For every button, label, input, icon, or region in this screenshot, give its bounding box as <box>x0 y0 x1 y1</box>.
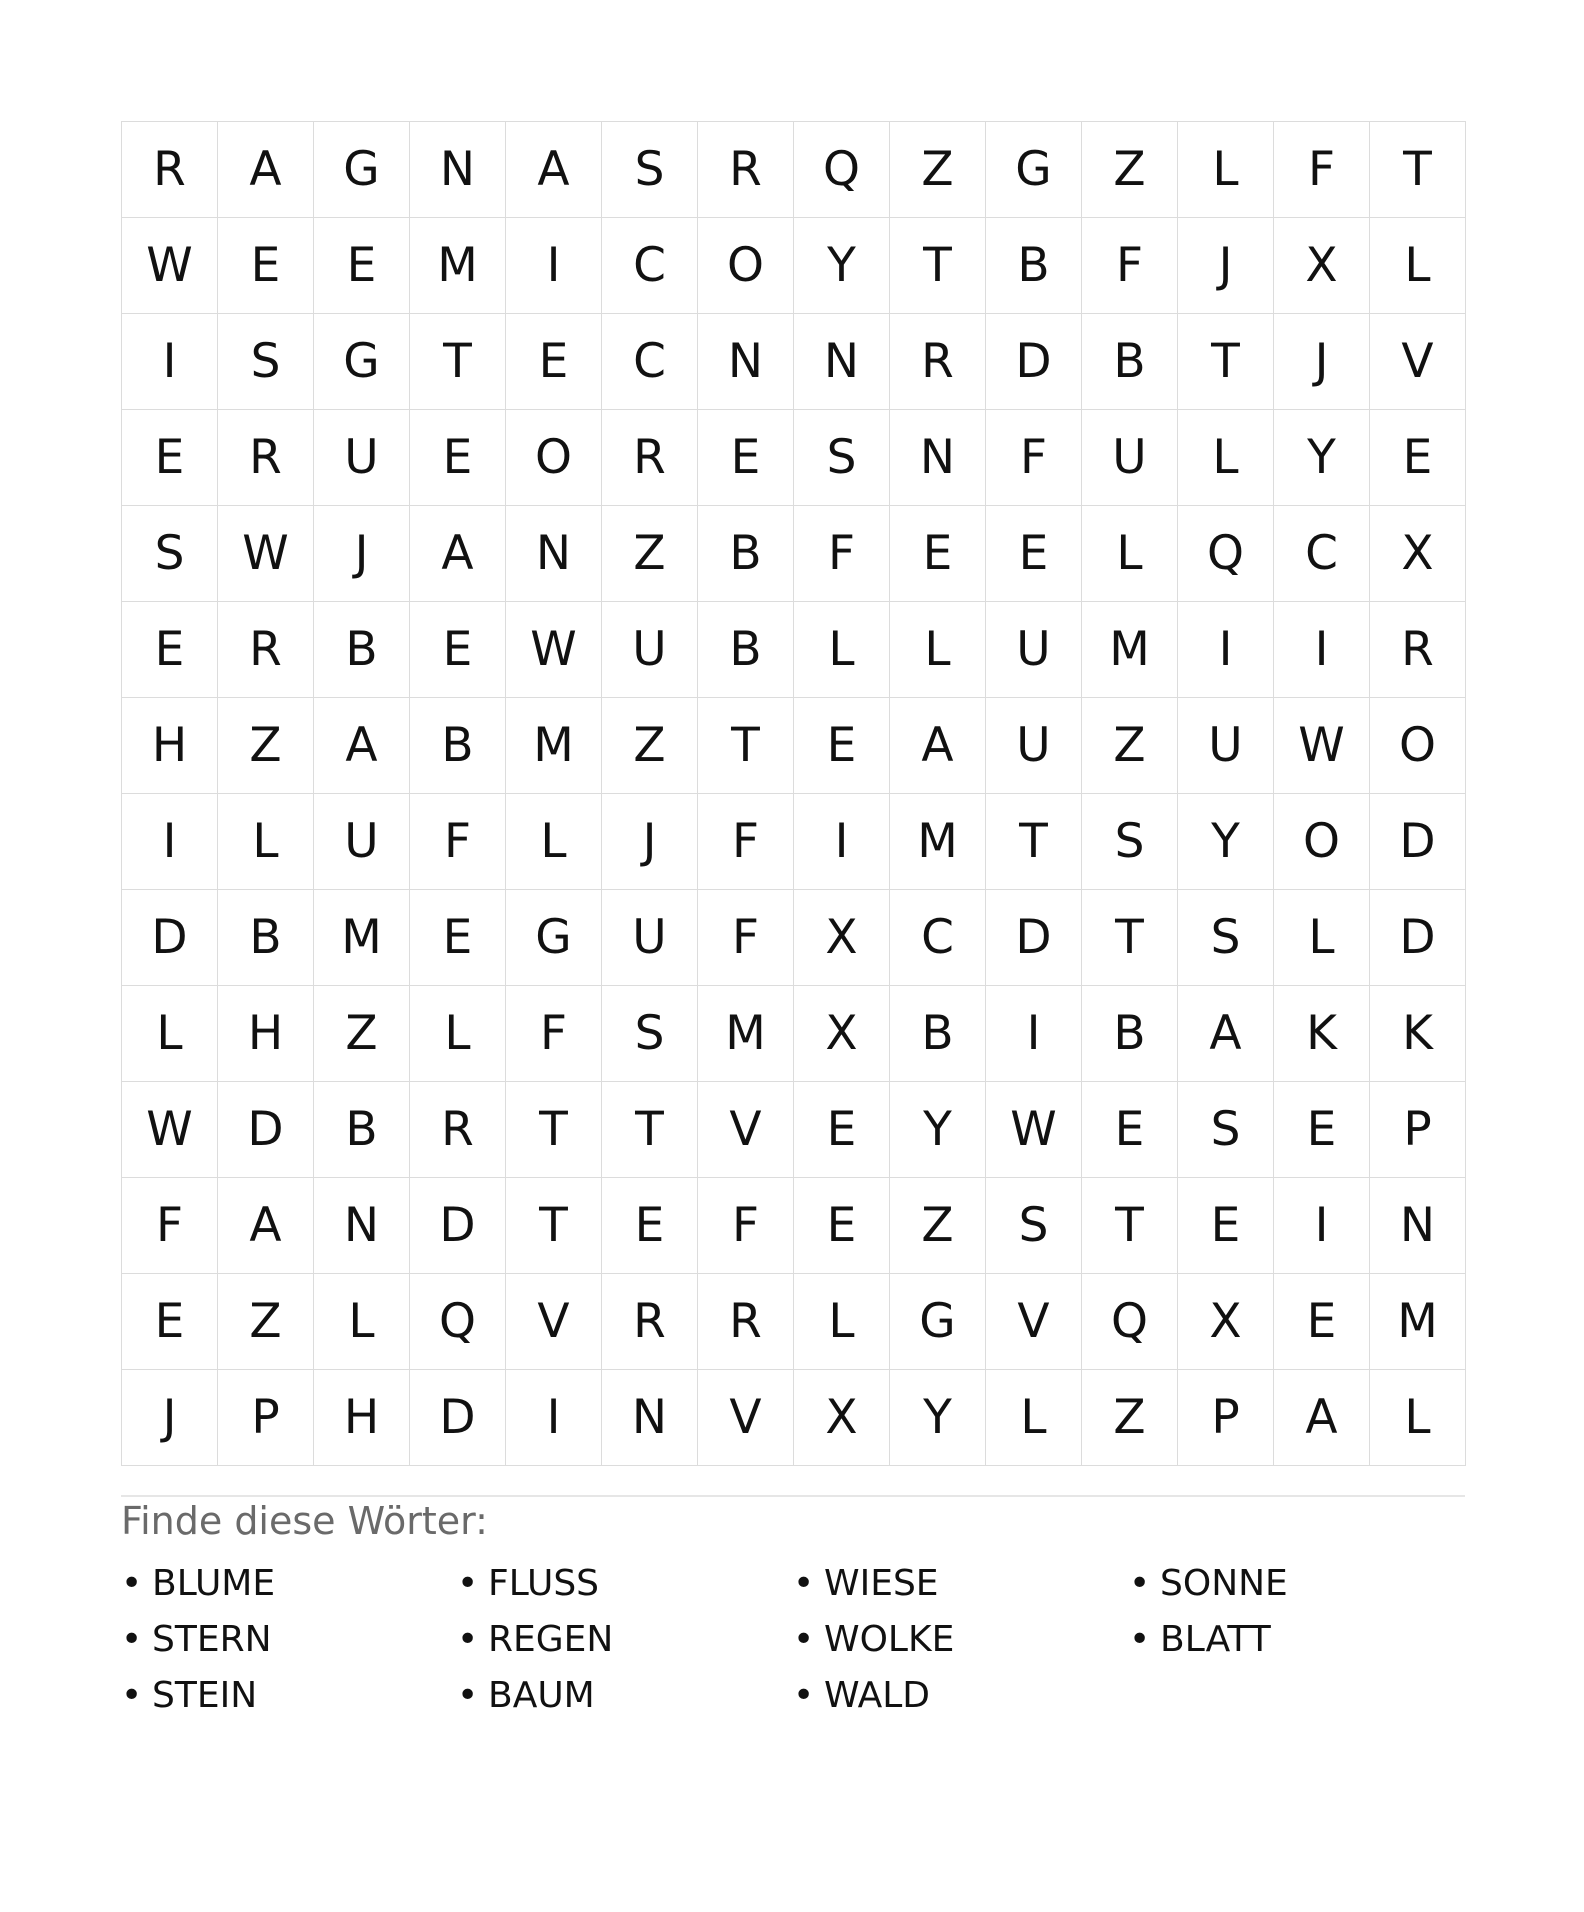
grid-cell[interactable]: A <box>506 122 602 218</box>
grid-cell[interactable]: S <box>1178 890 1274 986</box>
word-label: BLATT <box>1160 1619 1271 1660</box>
grid-cell[interactable]: V <box>506 1274 602 1370</box>
grid-cell[interactable]: L <box>1178 122 1274 218</box>
grid-cell[interactable]: W <box>986 1082 1082 1178</box>
grid-cell[interactable]: Y <box>890 1370 986 1466</box>
grid-cell[interactable]: X <box>1370 506 1466 602</box>
grid-cell[interactable]: T <box>506 1178 602 1274</box>
bullet-icon: • <box>457 1675 479 1716</box>
grid-cell[interactable]: A <box>890 698 986 794</box>
grid-cell[interactable]: U <box>314 794 410 890</box>
grid-cell[interactable]: M <box>1370 1274 1466 1370</box>
grid-cell[interactable]: E <box>506 314 602 410</box>
grid-cell[interactable]: R <box>602 1274 698 1370</box>
grid-cell[interactable]: S <box>602 986 698 1082</box>
grid-cell[interactable]: M <box>314 890 410 986</box>
grid-cell[interactable]: Y <box>890 1082 986 1178</box>
grid-cell[interactable]: L <box>1370 218 1466 314</box>
grid-cell[interactable]: N <box>506 506 602 602</box>
grid-cell[interactable]: B <box>1082 314 1178 410</box>
grid-cell[interactable]: O <box>1274 794 1370 890</box>
grid-cell[interactable]: E <box>122 1274 218 1370</box>
grid-cell[interactable]: Q <box>1178 506 1274 602</box>
grid-cell[interactable]: A <box>410 506 506 602</box>
grid-cell[interactable]: M <box>890 794 986 890</box>
word-list-title: Finde diese Wörter: <box>121 1499 488 1543</box>
grid-cell[interactable]: H <box>122 698 218 794</box>
grid-cell[interactable]: Z <box>1082 1370 1178 1466</box>
grid-cell[interactable]: T <box>986 794 1082 890</box>
grid-cell[interactable]: A <box>1274 1370 1370 1466</box>
grid-cell[interactable]: S <box>986 1178 1082 1274</box>
grid-cell[interactable]: E <box>122 410 218 506</box>
grid-cell[interactable]: S <box>1082 794 1178 890</box>
word-list-item <box>1129 1556 1465 1612</box>
grid-cell[interactable]: R <box>602 410 698 506</box>
grid-cell[interactable]: P <box>218 1370 314 1466</box>
grid-cell[interactable]: B <box>314 602 410 698</box>
grid-cell[interactable]: I <box>1274 602 1370 698</box>
grid-cell[interactable]: L <box>794 1274 890 1370</box>
grid-cell[interactable]: X <box>1274 218 1370 314</box>
word-list-item <box>793 1556 1129 1612</box>
grid-cell[interactable]: J <box>602 794 698 890</box>
grid-cell[interactable]: E <box>1178 1178 1274 1274</box>
grid-cell[interactable]: N <box>794 314 890 410</box>
grid-cell[interactable]: F <box>122 1178 218 1274</box>
grid-cell[interactable]: X <box>794 1370 890 1466</box>
bullet-icon: • <box>121 1675 143 1716</box>
word-label: WIESE <box>824 1563 939 1604</box>
grid-cell[interactable]: U <box>986 698 1082 794</box>
grid-cell[interactable]: O <box>506 410 602 506</box>
grid-cell[interactable]: Y <box>794 218 890 314</box>
grid-cell[interactable]: E <box>890 506 986 602</box>
grid-cell[interactable]: M <box>698 986 794 1082</box>
grid-cell[interactable]: Z <box>218 698 314 794</box>
grid-cell[interactable]: E <box>1370 410 1466 506</box>
grid-cell[interactable]: X <box>794 986 890 1082</box>
word-list-item <box>793 1668 1129 1724</box>
grid-cell[interactable]: I <box>1178 602 1274 698</box>
grid-cell[interactable]: I <box>506 218 602 314</box>
grid-cell[interactable]: U <box>314 410 410 506</box>
grid-cell[interactable]: U <box>986 602 1082 698</box>
grid-cell[interactable]: Z <box>218 1274 314 1370</box>
grid-cell[interactable]: F <box>794 506 890 602</box>
grid-cell[interactable]: T <box>506 1082 602 1178</box>
grid-cell[interactable]: G <box>890 1274 986 1370</box>
grid-cell[interactable]: C <box>890 890 986 986</box>
grid-cell[interactable]: Y <box>1274 410 1370 506</box>
grid-cell[interactable]: F <box>986 410 1082 506</box>
grid-cell[interactable]: I <box>986 986 1082 1082</box>
grid-cell[interactable]: E <box>602 1178 698 1274</box>
grid-cell[interactable]: E <box>698 410 794 506</box>
grid-cell[interactable]: M <box>1082 602 1178 698</box>
grid-cell[interactable]: X <box>1178 1274 1274 1370</box>
grid-cell[interactable]: R <box>218 410 314 506</box>
grid-cell[interactable]: C <box>1274 506 1370 602</box>
grid-cell[interactable]: D <box>1370 794 1466 890</box>
grid-cell[interactable]: L <box>1082 506 1178 602</box>
grid-cell[interactable]: R <box>698 1274 794 1370</box>
grid-cell[interactable]: E <box>1274 1082 1370 1178</box>
grid-cell[interactable]: B <box>1082 986 1178 1082</box>
grid-cell[interactable]: T <box>1370 122 1466 218</box>
grid-cell[interactable]: Z <box>1082 698 1178 794</box>
word-label: REGEN <box>488 1619 614 1660</box>
grid-cell[interactable]: G <box>506 890 602 986</box>
grid-cell[interactable]: Z <box>602 698 698 794</box>
grid-cell[interactable]: P <box>1370 1082 1466 1178</box>
grid-cell[interactable]: L <box>890 602 986 698</box>
grid-cell[interactable]: E <box>410 890 506 986</box>
grid-cell[interactable]: B <box>698 506 794 602</box>
grid-cell[interactable]: N <box>602 1370 698 1466</box>
word-list-item <box>457 1612 793 1668</box>
grid-cell[interactable]: L <box>794 602 890 698</box>
grid-cell[interactable]: I <box>122 794 218 890</box>
word-list-item <box>457 1668 793 1724</box>
grid-cell[interactable]: T <box>602 1082 698 1178</box>
grid-cell[interactable]: D <box>410 1178 506 1274</box>
grid-cell[interactable]: N <box>410 122 506 218</box>
grid-cell[interactable]: S <box>122 506 218 602</box>
grid-cell[interactable]: K <box>1274 986 1370 1082</box>
grid-cell[interactable]: B <box>986 218 1082 314</box>
grid-cell[interactable]: S <box>218 314 314 410</box>
grid-cell[interactable]: B <box>314 1082 410 1178</box>
grid-cell[interactable]: N <box>698 314 794 410</box>
grid-cell[interactable]: L <box>1178 410 1274 506</box>
grid-cell[interactable]: V <box>1370 314 1466 410</box>
grid-cell[interactable]: A <box>218 122 314 218</box>
word-list-item <box>121 1612 457 1668</box>
grid-cell[interactable]: Z <box>890 1178 986 1274</box>
grid-cell[interactable]: Q <box>410 1274 506 1370</box>
grid-cell[interactable]: T <box>698 698 794 794</box>
grid-cell[interactable]: R <box>218 602 314 698</box>
bullet-icon: • <box>457 1563 479 1604</box>
grid-cell[interactable]: L <box>1370 1370 1466 1466</box>
grid-cell[interactable]: S <box>1178 1082 1274 1178</box>
grid-cell[interactable]: W <box>122 1082 218 1178</box>
word-label: STEIN <box>152 1675 258 1716</box>
grid-cell[interactable]: E <box>794 1178 890 1274</box>
grid-cell[interactable]: C <box>602 314 698 410</box>
word-list-item <box>793 1612 1129 1668</box>
grid-cell[interactable]: E <box>794 698 890 794</box>
grid-cell[interactable]: B <box>698 602 794 698</box>
grid-cell[interactable]: N <box>314 1178 410 1274</box>
grid-cell[interactable]: G <box>314 122 410 218</box>
grid-cell[interactable]: E <box>1274 1274 1370 1370</box>
word-list-item <box>1129 1612 1465 1668</box>
grid-cell[interactable]: U <box>1178 698 1274 794</box>
grid-cell[interactable]: A <box>1178 986 1274 1082</box>
grid-cell[interactable]: E <box>122 602 218 698</box>
grid-cell[interactable]: N <box>1370 1178 1466 1274</box>
divider <box>121 1495 1465 1497</box>
grid-cell[interactable]: G <box>314 314 410 410</box>
bullet-icon: • <box>793 1619 815 1660</box>
word-label: SONNE <box>1160 1563 1288 1604</box>
grid-cell[interactable]: F <box>698 1178 794 1274</box>
grid-cell[interactable]: J <box>122 1370 218 1466</box>
grid-cell[interactable]: E <box>1082 1082 1178 1178</box>
bullet-icon: • <box>457 1619 479 1660</box>
grid-cell[interactable]: E <box>218 218 314 314</box>
grid-cell[interactable]: D <box>122 890 218 986</box>
grid-cell[interactable]: Q <box>794 122 890 218</box>
grid-cell[interactable]: A <box>218 1178 314 1274</box>
bullet-icon: • <box>121 1619 143 1660</box>
grid-cell[interactable]: D <box>1370 890 1466 986</box>
grid-cell[interactable]: U <box>602 602 698 698</box>
grid-cell[interactable]: S <box>602 122 698 218</box>
grid-cell[interactable]: A <box>314 698 410 794</box>
grid-cell[interactable]: Z <box>602 506 698 602</box>
grid-cell[interactable]: N <box>890 410 986 506</box>
grid-cell[interactable]: Z <box>890 122 986 218</box>
grid-cell[interactable]: F <box>506 986 602 1082</box>
grid-cell[interactable]: R <box>122 122 218 218</box>
grid-cell[interactable]: F <box>1274 122 1370 218</box>
grid-cell[interactable]: V <box>698 1082 794 1178</box>
word-list-item <box>121 1556 457 1612</box>
grid-cell[interactable]: D <box>986 890 1082 986</box>
grid-cell[interactable]: L <box>314 1274 410 1370</box>
grid-cell[interactable]: Z <box>314 986 410 1082</box>
grid-cell[interactable]: F <box>698 794 794 890</box>
grid-cell[interactable]: L <box>1274 890 1370 986</box>
grid-cell[interactable]: U <box>1082 410 1178 506</box>
grid-cell[interactable]: J <box>1274 314 1370 410</box>
grid-cell[interactable]: T <box>890 218 986 314</box>
word-list-item <box>457 1556 793 1612</box>
word-list-item <box>121 1668 457 1724</box>
word-label: BLUME <box>152 1563 276 1604</box>
grid-cell[interactable]: E <box>410 410 506 506</box>
grid-cell[interactable]: J <box>1178 218 1274 314</box>
grid-cell[interactable]: V <box>698 1370 794 1466</box>
grid-cell[interactable]: G <box>986 122 1082 218</box>
grid-cell[interactable]: M <box>410 218 506 314</box>
grid-cell[interactable]: L <box>986 1370 1082 1466</box>
grid-cell[interactable]: L <box>410 986 506 1082</box>
grid-cell[interactable]: W <box>506 602 602 698</box>
grid-cell[interactable]: B <box>410 698 506 794</box>
grid-cell[interactable]: R <box>410 1082 506 1178</box>
word-label: WOLKE <box>824 1619 955 1660</box>
grid-cell[interactable]: E <box>314 218 410 314</box>
grid-cell[interactable]: H <box>218 986 314 1082</box>
word-list <box>121 1556 1465 1724</box>
grid-cell[interactable]: T <box>1082 1178 1178 1274</box>
grid-cell[interactable]: K <box>1370 986 1466 1082</box>
grid-cell[interactable]: F <box>1082 218 1178 314</box>
bullet-icon: • <box>1129 1563 1151 1604</box>
grid-cell[interactable]: O <box>1370 698 1466 794</box>
grid-cell[interactable]: W <box>218 506 314 602</box>
grid-cell[interactable]: M <box>506 698 602 794</box>
grid-cell[interactable]: X <box>794 890 890 986</box>
grid-cell[interactable]: W <box>122 218 218 314</box>
grid-cell[interactable]: E <box>986 506 1082 602</box>
grid-cell[interactable]: J <box>314 506 410 602</box>
grid-cell[interactable]: S <box>794 410 890 506</box>
grid-cell[interactable]: B <box>890 986 986 1082</box>
grid-cell[interactable]: V <box>986 1274 1082 1370</box>
bullet-icon: • <box>793 1675 815 1716</box>
grid-cell[interactable]: R <box>698 122 794 218</box>
word-label: BAUM <box>488 1675 595 1716</box>
bullet-icon: • <box>793 1563 815 1604</box>
bullet-icon: • <box>121 1563 143 1604</box>
grid-cell[interactable]: R <box>890 314 986 410</box>
word-label: WALD <box>824 1675 931 1716</box>
grid-cell[interactable]: Z <box>1082 122 1178 218</box>
grid-cell[interactable]: T <box>410 314 506 410</box>
grid-cell[interactable]: D <box>410 1370 506 1466</box>
grid-cell[interactable]: L <box>506 794 602 890</box>
word-label: FLUSS <box>488 1563 600 1604</box>
grid-cell[interactable]: E <box>794 1082 890 1178</box>
grid-cell[interactable]: B <box>218 890 314 986</box>
grid-cell[interactable]: U <box>602 890 698 986</box>
grid-cell[interactable]: O <box>698 218 794 314</box>
grid-cell[interactable]: D <box>986 314 1082 410</box>
grid-cell[interactable]: D <box>218 1082 314 1178</box>
word-label: STERN <box>152 1619 272 1660</box>
grid-cell[interactable]: I <box>1274 1178 1370 1274</box>
grid-cell[interactable]: I <box>794 794 890 890</box>
grid-cell[interactable]: T <box>1082 890 1178 986</box>
grid-cell[interactable]: L <box>218 794 314 890</box>
grid-cell[interactable]: P <box>1178 1370 1274 1466</box>
grid-cell[interactable]: T <box>1178 314 1274 410</box>
grid-cell[interactable]: Q <box>1082 1274 1178 1370</box>
grid-cell[interactable]: F <box>410 794 506 890</box>
bullet-icon: • <box>1129 1619 1151 1660</box>
word-search-grid <box>121 121 1466 1466</box>
grid-cell[interactable]: L <box>122 986 218 1082</box>
grid-cell[interactable]: E <box>410 602 506 698</box>
grid-cell[interactable]: H <box>314 1370 410 1466</box>
grid-cell[interactable]: W <box>1274 698 1370 794</box>
grid-cell[interactable]: R <box>1370 602 1466 698</box>
grid-cell[interactable]: I <box>506 1370 602 1466</box>
grid-cell[interactable]: Y <box>1178 794 1274 890</box>
grid-cell[interactable]: I <box>122 314 218 410</box>
grid-cell[interactable]: F <box>698 890 794 986</box>
grid-cell[interactable]: C <box>602 218 698 314</box>
